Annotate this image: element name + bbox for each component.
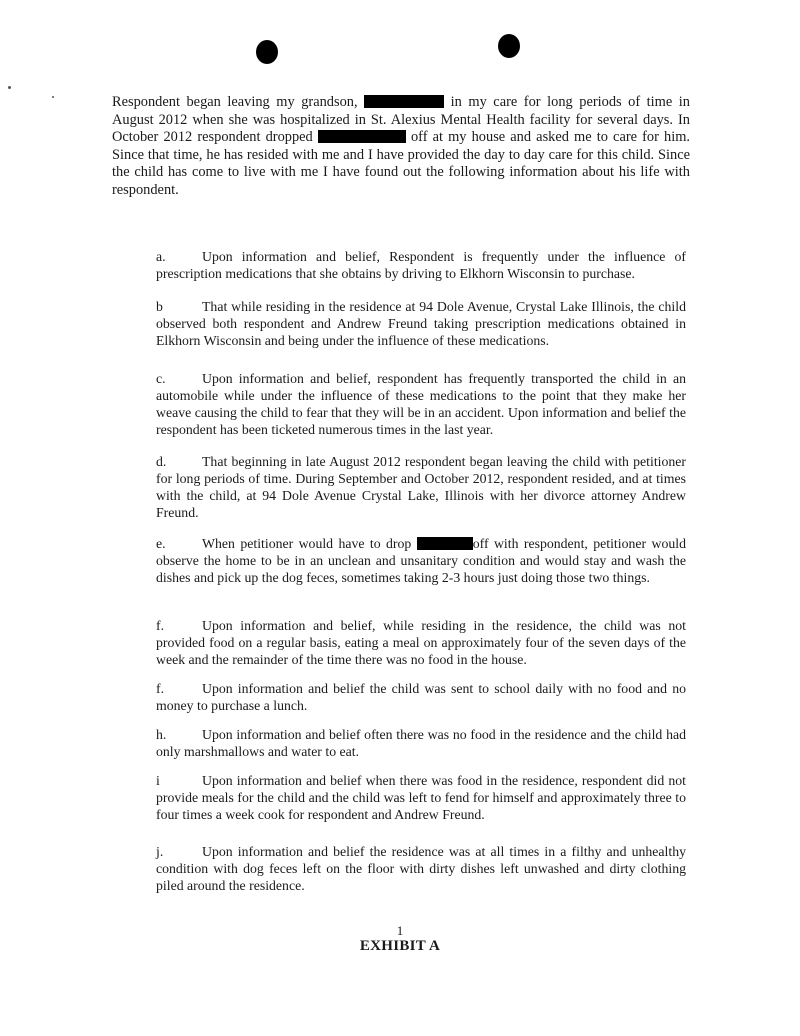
item-marker: f. [156,618,165,633]
item-marker: c. [156,371,166,386]
redaction-bar [318,130,406,143]
allegation-item [156,370,686,438]
allegation-item [156,535,686,586]
item-marker: d. [156,454,167,469]
page-number: 1 [396,923,404,938]
punch-hole-right [498,34,520,58]
item-marker: e. [156,536,166,551]
item-marker: i [156,773,160,788]
item-text: That while residing in the residence at 94 Dole Avenue, Crystal Lake Illinois, the child observed both respondent and Andrew Freund taking prescription medications obtained in Elkhorn Wisconsin and being under the influence of these medications. [156,299,686,348]
item-marker: h. [156,727,167,742]
redaction-bar [417,537,473,550]
allegation-item [156,726,686,760]
intro-paragraph [112,94,690,200]
allegation-item [156,617,686,668]
exhibit-label: EXHIBIT A [359,938,441,954]
allegation-item [156,772,686,823]
scan-speck [52,96,54,98]
item-marker: b [156,299,163,314]
item-text: Upon information and belief the child was sent to school daily with no food and no money to purchase a lunch. [156,681,686,713]
scan-speck [8,86,11,89]
item-text: That beginning in late August 2012 respondent began leaving the child with petitioner for long periods of time. During September and October 2012, respondent resided, and at times with the child, at 94 Dole Avenue Crystal Lake, Illinois with her divorce attorney Andrew Freund. [156,454,686,520]
intro-text-1: Respondent began leaving my grandson, [112,94,365,110]
item-marker: a. [156,249,166,264]
intro-text-3: off at my house and asked me to care for him. Since that time, he has resided with me and I have provided the day to day care for this child. Since the child has come to live with me I have found out the following information about his life with respondent. [112,129,690,198]
redaction-bar [364,95,444,108]
item-text: Upon information and belief the residence was at all times in a filthy and unhealthy condition with dog feces left on the floor with dirty dishes left unwashed and dirty clothing piled around the residence. [156,844,686,893]
item-text: Upon information and belief when there was food in the residence, respondent did not provide meals for the child and the child was left to fend for himself and approximately three to four times a week cook for respondent and Andrew Freund. [156,773,686,822]
item-text: Upon information and belief, while residing in the residence, the child was not provided food on a regular basis, eating a meal on approximately four of the seven days of the week and the remainder of the time there was no food in the house. [156,618,686,667]
item-marker: j. [156,844,164,859]
allegation-item [156,248,686,282]
allegation-item [156,843,686,894]
item-text: Upon information and belief, respondent has frequently transported the child in an automobile while under the influence of these medications to the point that they make her weave causing the child to fear that they will be in an accident. Upon information and belief the respondent has been ticketed numerous times in the last year. [156,371,686,437]
punch-hole-left [256,40,278,64]
item-text: Upon information and belief, Respondent is frequently under the influence of prescription medications that she obtains by driving to Elkhorn Wisconsin to purchase. [156,249,686,281]
item-marker: f. [156,681,165,696]
allegation-item [156,453,686,521]
item-text: Upon information and belief often there was no food in the residence and the child had only marshmallows and water to eat. [156,727,686,759]
item-text-before: When petitioner would have to drop [202,536,417,551]
allegation-item [156,298,686,349]
intro-text-2: in my care for long periods of time in August 2012 when she was hospitalized in St. Alexius Mental Health facility for several days. In October 2012 respondent dropped [112,94,690,146]
item-text-after: off with respondent, petitioner would observe the home to be in an unclean and unsanitary condition and would stay and wash the dishes and pick up the dog feces, sometimes taking 2-3 hours just doing those two things. [156,536,686,585]
allegation-item [156,680,686,714]
